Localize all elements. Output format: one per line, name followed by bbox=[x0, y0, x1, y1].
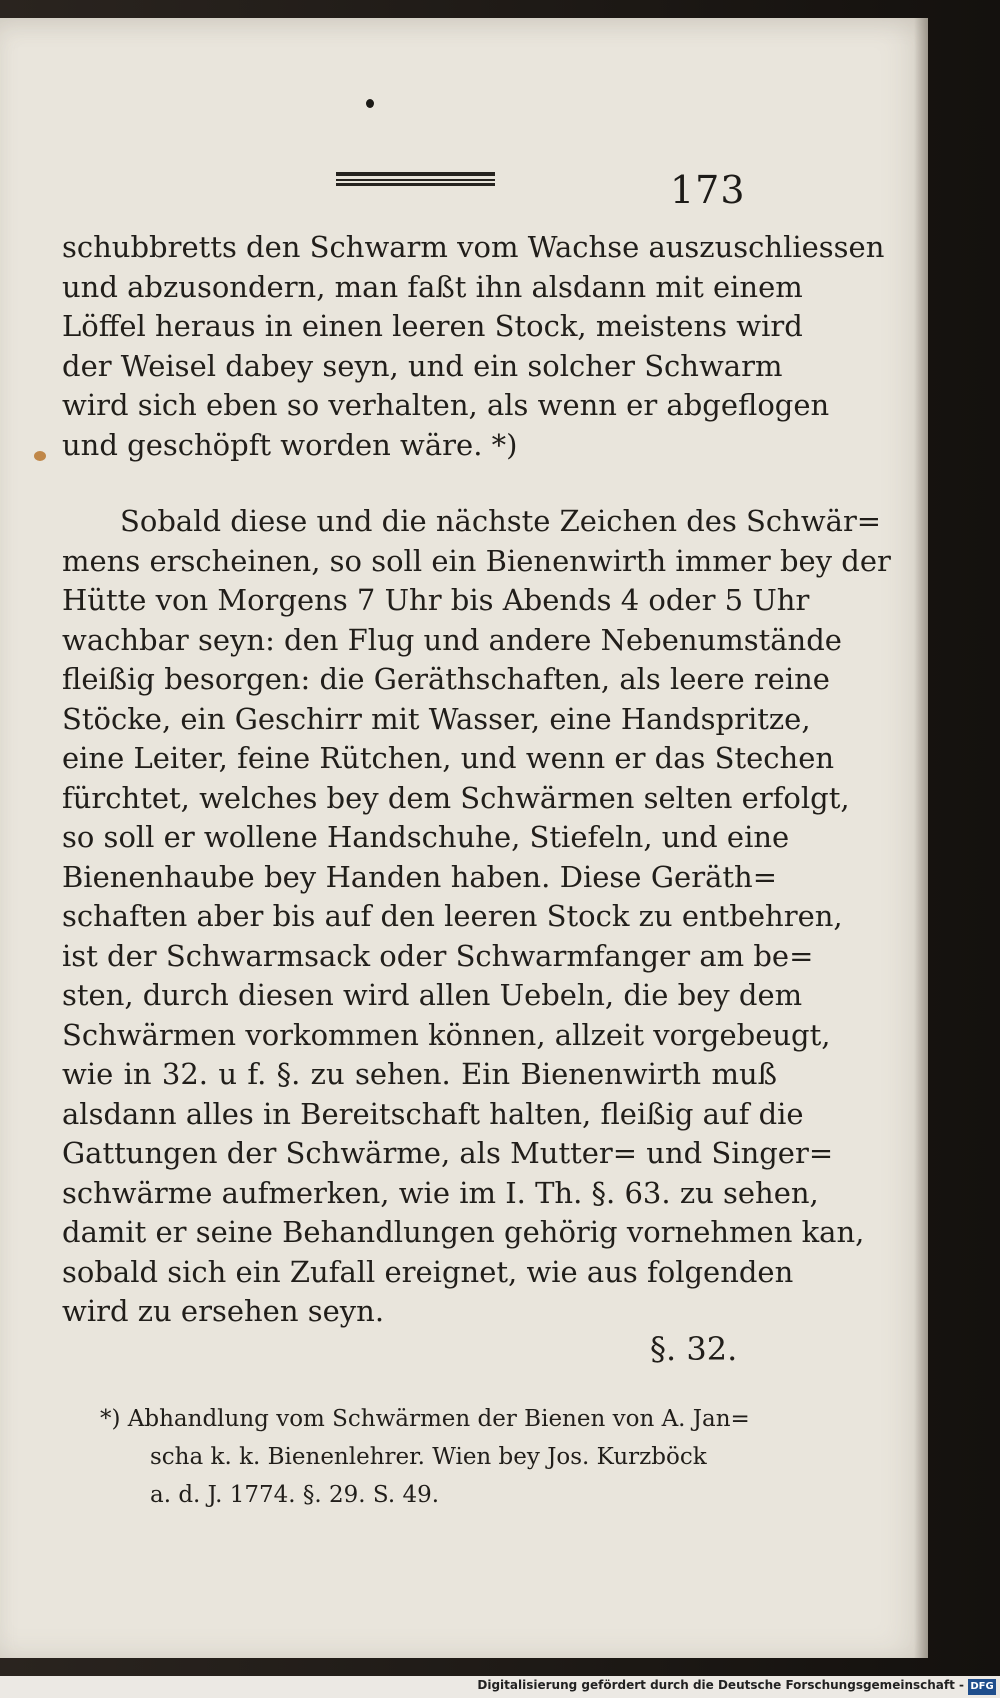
text-line: schubbretts den Schwarm vom Wachse auszuschliessen bbox=[62, 230, 885, 264]
text-line: wird sich eben so verhalten, als wenn er abgeflogen bbox=[62, 388, 830, 422]
text-line: Bienenhaube bey Handen haben. Diese Geräth= bbox=[62, 859, 777, 894]
text-line: wie in 32. u f. §. zu sehen. Ein Bienenwirth muß bbox=[62, 1057, 777, 1091]
text-line: Gattungen der Schwärme, als Mutter= und Singer= bbox=[62, 1136, 834, 1170]
printer-dot bbox=[366, 99, 374, 108]
text-line: mens erscheinen, so soll ein Bienenwirth immer bey der bbox=[62, 543, 891, 578]
page-number: 173 bbox=[670, 168, 746, 212]
text-line: und geschöpft worden wäre. *) bbox=[62, 427, 518, 462]
text-line: sobald sich ein Zufall ereignet, wie aus folgenden bbox=[62, 1254, 794, 1289]
text-line: der Weisel dabey seyn, und ein solcher Schwarm bbox=[62, 348, 783, 383]
footnote-line: *) Abhandlung vom Schwärmen der Bienen von A. Jan= bbox=[100, 1406, 750, 1432]
text-line: Stöcke, ein Geschirr mit Wasser, eine Handspritze, bbox=[62, 701, 811, 736]
dfg-logo: DFG bbox=[968, 1679, 996, 1695]
text-line: fürchtet, welches bey dem Schwärmen selten erfolgt, bbox=[62, 780, 850, 815]
text-line: wachbar seyn: den Flug und andere Nebenumstände bbox=[62, 622, 842, 657]
text-line: schaften aber bis auf den leeren Stock zu entbehren, bbox=[62, 899, 843, 933]
text-line: Schwärmen vorkommen können, allzeit vorgebeugt, bbox=[62, 1017, 831, 1052]
footnote-line: scha k. k. Bienenlehrer. Wien bey Jos. Kurzböck bbox=[150, 1444, 707, 1470]
text-line: wird zu ersehen seyn. bbox=[62, 1294, 385, 1328]
text-line: eine Leiter, feine Rütchen, und wenn er das Stechen bbox=[62, 741, 835, 775]
text-line: und abzusondern, man faßt ihn alsdann mit einem bbox=[62, 269, 803, 304]
text-line: alsdann alles in Bereitschaft halten, fleißig auf die bbox=[62, 1096, 804, 1131]
header-rule-ornament bbox=[336, 172, 495, 186]
text-line: so soll er wollene Handschuhe, Stiefeln, und eine bbox=[62, 820, 790, 854]
text-line: sten, durch diesen wird allen Uebeln, die bey dem bbox=[62, 978, 803, 1012]
text-line: Sobald diese und die nächste Zeichen des Schwär= bbox=[120, 504, 882, 538]
footnote bbox=[100, 1400, 780, 1514]
text-line: damit er seine Behandlungen gehörig vornehmen kan, bbox=[62, 1215, 865, 1249]
footnote-line: a. d. J. 1774. §. 29. S. 49. bbox=[150, 1482, 440, 1508]
text-line: fleißig besorgen: die Geräthschaften, als leere reine bbox=[62, 662, 830, 696]
digitization-bar bbox=[0, 1676, 1000, 1698]
body-text bbox=[62, 228, 891, 1332]
text-line: ist der Schwarmsack oder Schwarmfanger am be= bbox=[62, 938, 814, 973]
book-page bbox=[0, 18, 928, 1658]
paragraph-gap bbox=[62, 465, 777, 502]
text-line: Hütte von Morgens 7 Uhr bis Abends 4 oder 5 Uhr bbox=[62, 583, 810, 617]
digitization-note: Digitalisierung gefördert durch die Deutsche Forschungsgemeinschaft - bbox=[477, 1678, 964, 1692]
paper-stain bbox=[34, 451, 46, 461]
page-edge-shadow bbox=[914, 18, 928, 1658]
text-line: Löffel heraus in einen leeren Stock, meistens wird bbox=[62, 309, 803, 343]
text-line: schwärme aufmerken, wie im I. Th. §. 63. zu sehen, bbox=[62, 1175, 819, 1210]
section-mark: §. 32. bbox=[650, 1330, 738, 1368]
